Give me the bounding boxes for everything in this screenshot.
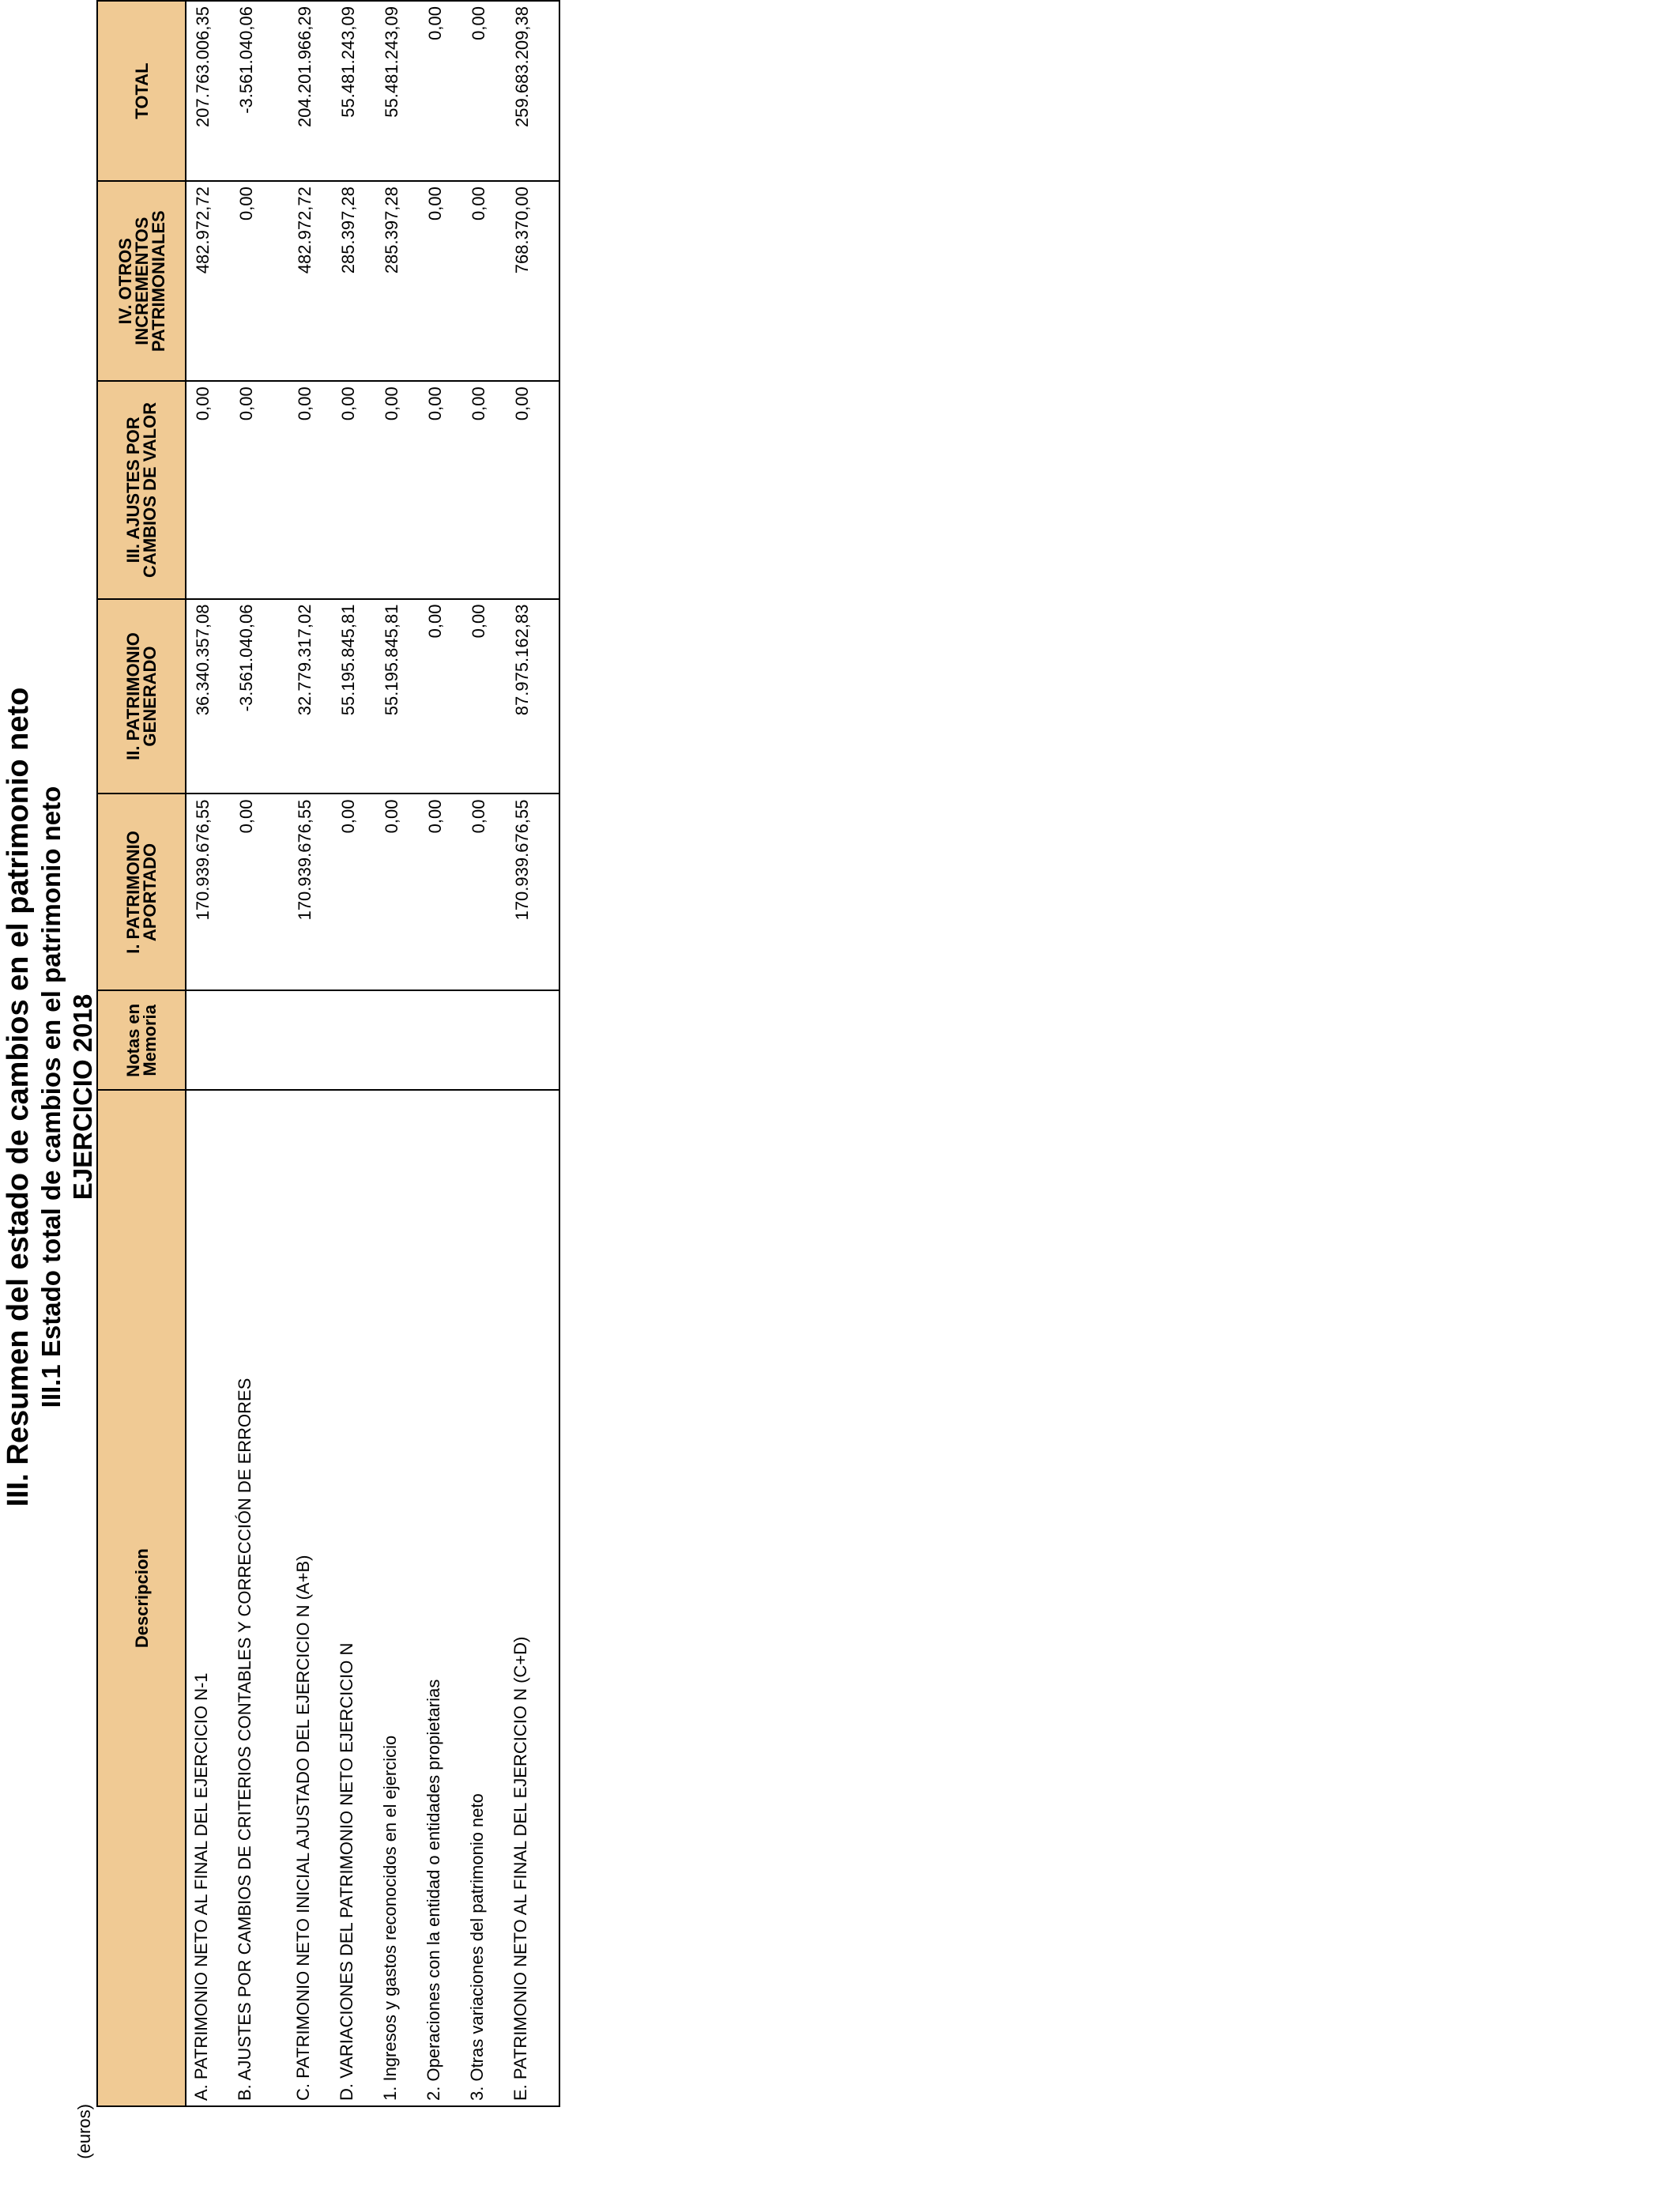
- table-row: [288, 1, 332, 2106]
- row-generado: 55.195.845,81: [332, 599, 375, 794]
- table-row: [375, 1, 419, 2106]
- row-notas: [506, 990, 559, 1090]
- row-aportado: 170.939.676,55: [288, 794, 332, 990]
- col-header-generado: II. PATRIMONIO GENERADO: [97, 599, 186, 794]
- row-notas: [419, 990, 462, 1090]
- row-aportado: 0,00: [419, 794, 462, 990]
- table-row: [186, 1, 230, 2106]
- row-ajustes: 0,00: [186, 381, 230, 598]
- row-ajustes: 0,00: [375, 381, 419, 598]
- col-header-aportado: I. PATRIMONIO APORTADO: [97, 794, 186, 990]
- row-otros: 482.972,72: [288, 181, 332, 381]
- row-total: 0,00: [462, 1, 506, 181]
- row-otros: 482.972,72: [186, 181, 230, 381]
- row-aportado: 0,00: [462, 794, 506, 990]
- row-generado: 87.975.162,83: [506, 599, 559, 794]
- row-ajustes: 0,00: [462, 381, 506, 598]
- col-header-notas: Notas en Memoria: [97, 990, 186, 1090]
- row-generado: 0,00: [419, 599, 462, 794]
- row-description: 2. Operaciones con la entidad o entidades propietarias: [419, 1090, 462, 2106]
- col-header-ajustes: III. AJUSTES POR CAMBIOS DE VALOR: [97, 381, 186, 598]
- row-otros: 0,00: [462, 181, 506, 381]
- row-ajustes: 0,00: [419, 381, 462, 598]
- row-otros: 285.397,28: [375, 181, 419, 381]
- row-description: B. AJUSTES POR CAMBIOS DE CRITERIOS CONTABLES Y CORRECCIÓN DE ERRORES: [230, 1090, 288, 2106]
- row-generado: 0,00: [462, 599, 506, 794]
- row-ajustes: 0,00: [230, 381, 288, 598]
- row-notas: [375, 990, 419, 1090]
- row-otros: 0,00: [230, 181, 288, 381]
- row-description: 3. Otras variaciones del patrimonio neto: [462, 1090, 506, 2106]
- row-generado: -3.561.040,06: [230, 599, 288, 794]
- table-row: [230, 1, 288, 2106]
- row-total: -3.561.040,06: [230, 1, 288, 181]
- col-header-total: TOTAL: [97, 1, 186, 181]
- row-otros: 285.397,28: [332, 181, 375, 381]
- row-aportado: 170.939.676,55: [506, 794, 559, 990]
- row-total: 259.683.209,38: [506, 1, 559, 181]
- row-notas: [332, 990, 375, 1090]
- row-description: 1. Ingresos y gastos reconocidos en el ejercicio: [375, 1090, 419, 2106]
- row-total: 204.201.966,29: [288, 1, 332, 181]
- row-ajustes: 0,00: [332, 381, 375, 598]
- row-description: A. PATRIMONIO NETO AL FINAL DEL EJERCICIO N-1: [186, 1090, 230, 2106]
- units-label: (euros): [74, 2104, 94, 2159]
- exercise-year: EJERCICIO 2018: [68, 993, 97, 1201]
- table-row: [506, 1, 559, 2106]
- row-description: E. PATRIMONIO NETO AL FINAL DEL EJERCICIO N (C+D): [506, 1090, 559, 2106]
- page-subtitle: III.1 Estado total de cambios en el patrimonio neto: [36, 786, 66, 1408]
- table-header-row: [97, 1, 186, 2106]
- row-aportado: 0,00: [230, 794, 288, 990]
- row-generado: 55.195.845,81: [375, 599, 419, 794]
- table-row: [419, 1, 462, 2106]
- row-otros: 768.370,00: [506, 181, 559, 381]
- row-notas: [230, 990, 288, 1090]
- equity-changes-table: [96, 0, 560, 2107]
- row-generado: 36.340.357,08: [186, 599, 230, 794]
- row-total: 55.481.243,09: [375, 1, 419, 181]
- col-header-otros: IV. OTROS INCREMENTOS PATRIMONIALES: [97, 181, 186, 381]
- row-aportado: 0,00: [332, 794, 375, 990]
- row-ajustes: 0,00: [506, 381, 559, 598]
- row-description: D. VARIACIONES DEL PATRIMONIO NETO EJERCICIO N: [332, 1090, 375, 2106]
- row-notas: [462, 990, 506, 1090]
- page-title: III. Resumen del estado de cambios en el patrimonio neto: [2, 687, 35, 1507]
- row-total: 207.763.006,35: [186, 1, 230, 181]
- col-header-descripcion: Descripcion: [97, 1090, 186, 2106]
- row-ajustes: 0,00: [288, 381, 332, 598]
- row-description: C. PATRIMONIO NETO INICIAL AJUSTADO DEL EJERCICIO N (A+B): [288, 1090, 332, 2106]
- table-row: [332, 1, 375, 2106]
- row-aportado: 170.939.676,55: [186, 794, 230, 990]
- table-row: [462, 1, 506, 2106]
- row-total: 55.481.243,09: [332, 1, 375, 181]
- row-notas: [186, 990, 230, 1090]
- row-aportado: 0,00: [375, 794, 419, 990]
- row-generado: 32.779.317,02: [288, 599, 332, 794]
- row-total: 0,00: [419, 1, 462, 181]
- row-otros: 0,00: [419, 181, 462, 381]
- row-notas: [288, 990, 332, 1090]
- table-wrapper: [96, 0, 560, 2107]
